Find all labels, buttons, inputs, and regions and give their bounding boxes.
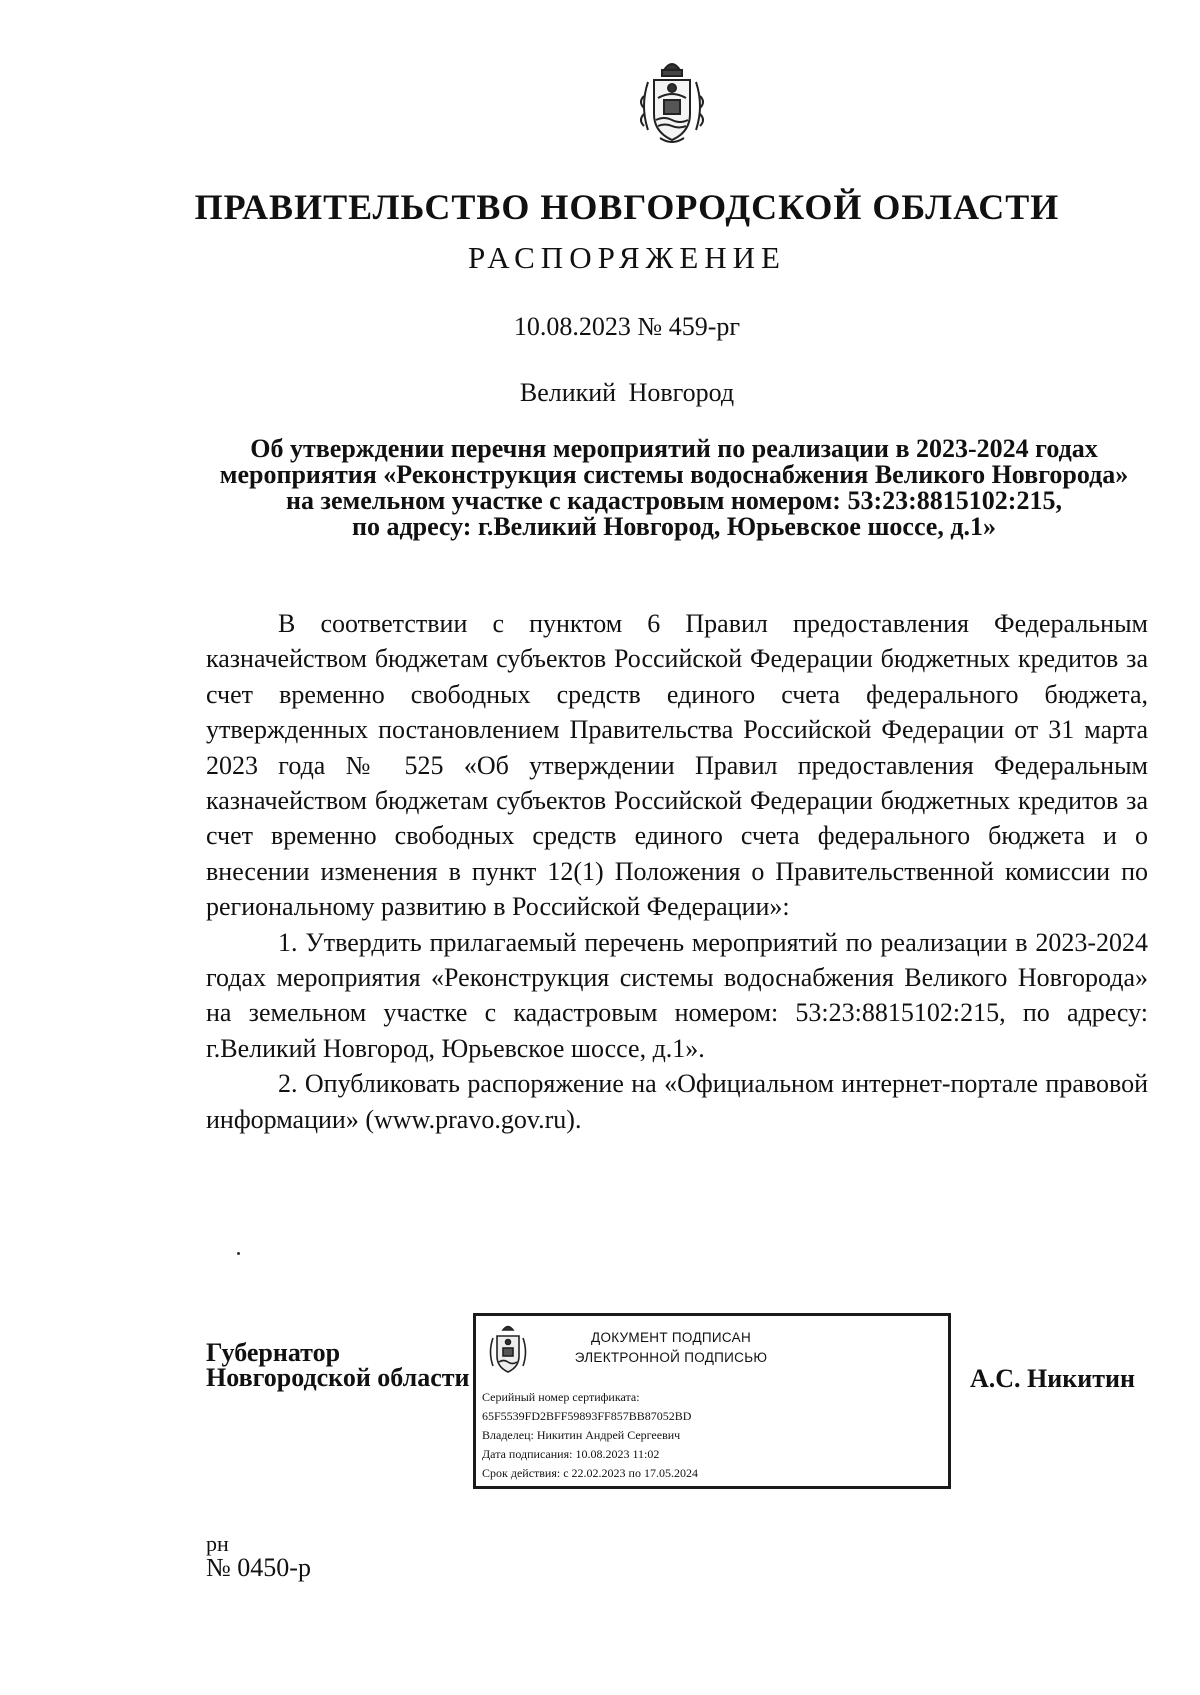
coat-of-arms-icon <box>634 56 710 148</box>
subject-line: по адресу: г.Великий Новгород, Юрьевское шоссе, д.1» <box>351 512 996 541</box>
stamp-heading-line: ЭЛЕКТРОННОЙ ПОДПИСЬЮ <box>574 1350 768 1365</box>
registration-footer <box>206 1532 311 1580</box>
item-2-paragraph: 2. Опубликовать распоряжение на «Официальном интернет-портале правовой информации» (www.pravo.gov.ru). <box>206 1069 1148 1134</box>
registration-number: № 0450-р <box>206 1553 311 1582</box>
certificate-validity: Срок действия: с 22.02.2023 по 17.05.2024 <box>482 1466 698 1480</box>
certificate-serial: 65F5539FD2BFF59893FF857BB87052BD <box>482 1409 692 1423</box>
executor-initials: рн <box>206 1531 229 1556</box>
stamp-details <box>482 1388 698 1483</box>
document-subject <box>200 436 1148 540</box>
document-type: РАСПОРЯЖЕНИЕ <box>468 240 786 275</box>
subject-line: Об утверждении перечня мероприятий по реализации в 2023-2024 годах <box>250 434 1098 463</box>
stamp-heading <box>556 1328 786 1368</box>
signer-name: А.С. Никитин <box>970 1364 1135 1393</box>
electronic-signature-stamp <box>473 1313 951 1489</box>
position-line: Новгородской области <box>206 1363 470 1392</box>
document-city: Великий Новгород <box>519 378 735 407</box>
stray-mark <box>237 1252 240 1255</box>
certificate-label: Серийный номер сертификата: <box>482 1390 640 1404</box>
organization-title: ПРАВИТЕЛЬСТВО НОВГОРОДСКОЙ ОБЛАСТИ <box>194 187 1060 227</box>
preamble-paragraph: В соответствии с пунктом 6 Правил предоставления Федеральным казначейством бюджетам субъектов Российской Федерации бюджетных кредитов за счет временно свободных средств единого счета федерального бюджета, утвержденных постановлением Правительства Российской Федерации от 31 марта 2023 года № 525 «Об утверждении Правил предоставления Федеральным казначейством бюджетам субъектов Российской Федерации бюджетных кредитов за счет временно свободных средств единого счета федерального бюджета и о внесении изменения в пункт 12(1) Положения о Правительственной комиссии по региональному развитию в Российской Федерации»: <box>206 609 1148 922</box>
stamp-emblem-icon <box>485 1322 531 1374</box>
position-line: Губернатор <box>206 1338 341 1367</box>
signing-date: Дата подписания: 10.08.2023 11:02 <box>482 1447 660 1461</box>
signatory-position <box>206 1340 470 1390</box>
document-body <box>206 606 1148 1137</box>
item-1-paragraph: 1. Утвердить прилагаемый перечень мероприятий по реализации в 2023-2024 годах мероприятия «Реконструкция системы водоснабжения Великого Новгорода» на земельном участке с кадастровым номером: 53:23:8815102:215, по адресу: г.Великий Новгород, Юрьевское шоссе, д.1». <box>206 927 1148 1063</box>
stamp-heading-line: ДОКУМЕНТ ПОДПИСАН <box>591 1330 751 1345</box>
document-date-number: 10.08.2023 № 459-рг <box>513 312 741 341</box>
certificate-owner: Владелец: Никитин Андрей Сергеевич <box>482 1428 681 1442</box>
subject-line: на земельном участке с кадастровым номером: 53:23:8815102:215, <box>286 486 1062 515</box>
subject-line: мероприятия «Реконструкция системы водоснабжения Великого Новгорода» <box>219 460 1129 489</box>
